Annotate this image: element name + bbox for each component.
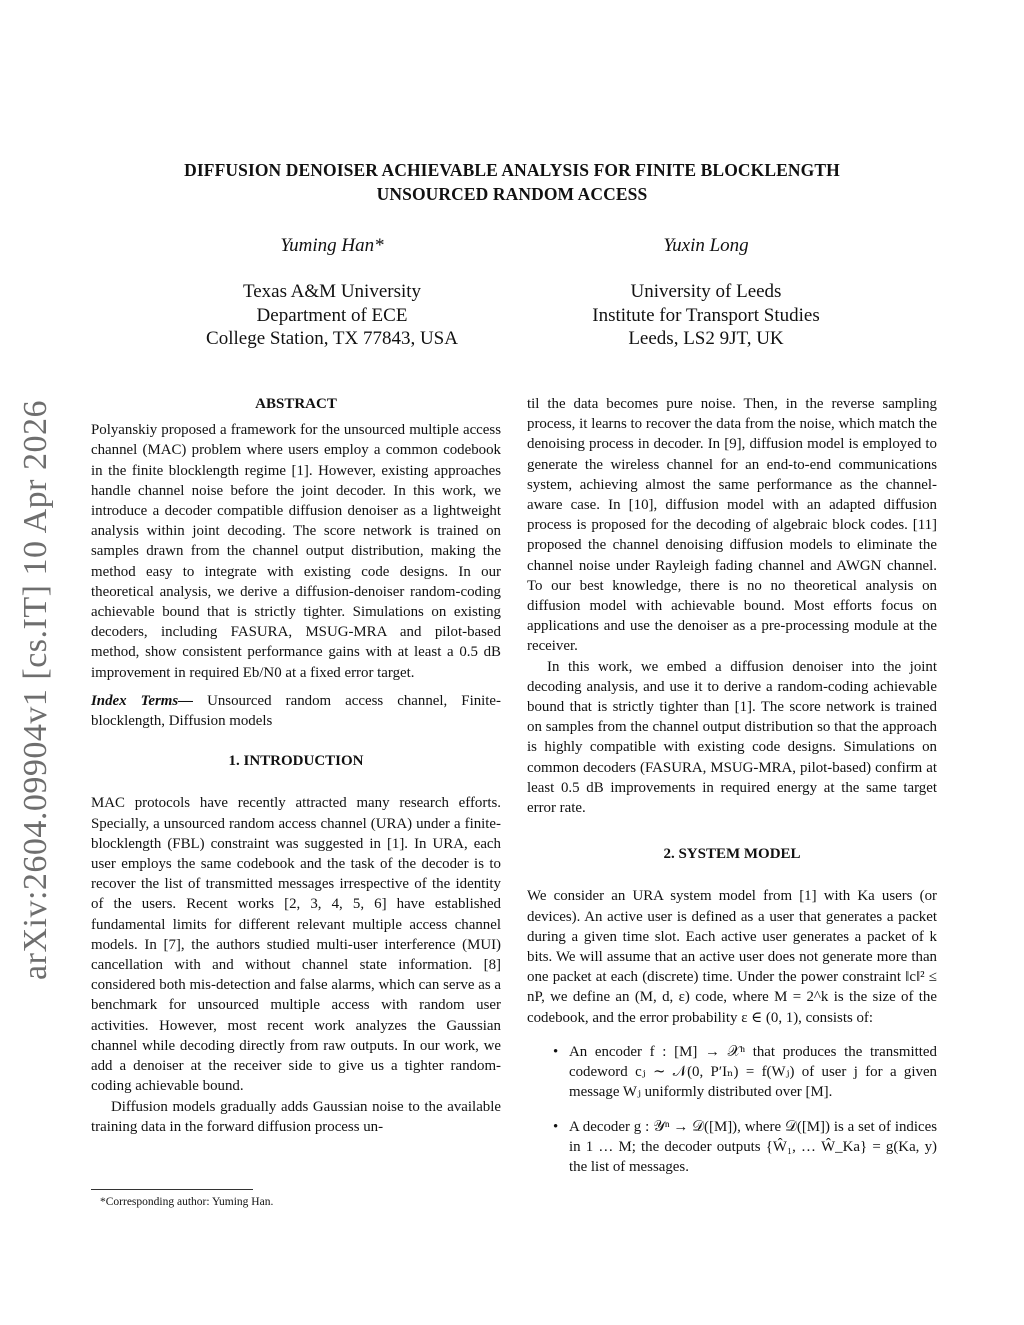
- affiliation-department: Department of ECE: [256, 304, 408, 326]
- abstract-text: Polyanskiy proposed a framework for the unsourced multiple access channel (MAC) problem where users employ a common codebook in the finite blocklength regime [1]. However, existing approaches handle channel noise before the joint decoder. In this work, we introduce a decoder compatible diffusion denoiser as a lightweight analysis within joint decoding. The score network is trained on samples drawn from the channel output distribution, making the method easy to integrate with existing code designs. In our theoretical analysis, we derive a diffusion-denoiser random-coding achievable bound that is strictly tighter. Simulations on existing decoders, including FASURA, MSUG-MRA and pilot-based method, show consistent performance gains with at least a 0.5 dB improvement in required Eb/N0 at a fixed error target.: [91, 422, 501, 681]
- arxiv-id-text: arXiv:2604.09904v1 [cs.IT] 10 Apr 2026: [17, 400, 54, 980]
- affiliation-address: Leeds, LS2 9JT, UK: [628, 328, 784, 349]
- affiliation-university: Texas A&M University: [242, 281, 422, 302]
- title-line-1: DIFFUSION DENOISER ACHIEVABLE ANALYSIS FOR FINITE BLOCKLENGTH: [184, 160, 840, 180]
- paper-title: [100, 158, 924, 206]
- title-line-2: UNSOURCED RANDOM ACCESS: [376, 184, 648, 204]
- list-item-encoder: [527, 1042, 937, 1103]
- author-affiliation-1: [182, 280, 482, 351]
- affiliation-university: University of Leeds: [630, 281, 782, 302]
- system-model-paragraph: We consider an URA system model from [1] with Ka users (or devices). An active user is defined as a user that generates a packet during a given time slot. Each active user generates a packet of k bits. We will assume that an active user does not generate more than one packet at each (discrete) time. Under the power constraint ‖c‖² ≤ nP, we define an (M, d, ε) code, where M = 2^k is the size of the codebook, and the error probability ε ∈ (0, 1), consists of:: [527, 888, 937, 1026]
- author-name-1: Yuming Han*: [280, 235, 384, 256]
- author-block-1: [182, 232, 482, 351]
- bullet-icon: •: [553, 1118, 559, 1135]
- abstract-heading: ABSTRACT: [255, 396, 337, 412]
- definition-list: [527, 1042, 937, 1177]
- author-affiliation-2: [556, 280, 856, 351]
- left-column: [91, 394, 501, 1137]
- index-terms: [91, 691, 501, 731]
- right-column: [527, 394, 937, 1191]
- introduction-paragraph-3: In this work, we embed a diffusion denoiser into the joint decoding analysis, and use it to derive a random-coding achievable bound that is strictly tighter than [1]. The score network is trained on samples from the channel output distribution so that the approach is highly compatible with existing code designs. Simulations on common decoders (FASURA, MSUG-MRA, pilot-based) confirm at least 0.5 dB improvements in required energy at the same target error rate.: [527, 658, 937, 817]
- introduction-heading: 1. INTRODUCTION: [228, 753, 364, 770]
- footnote-divider: [91, 1189, 253, 1190]
- decoder-definition: A decoder g : 𝒴ⁿ → 𝒟([M]), where 𝒟([M]) is a set of indices in 1 … M; the decoder outputs {Ŵ₁, … Ŵ_Ka} = g(Ka, y) the list of messages.: [569, 1118, 937, 1175]
- author-name-2: Yuxin Long: [663, 235, 749, 256]
- bullet-icon: •: [553, 1043, 559, 1060]
- index-terms-label: Index Terms—: [91, 692, 194, 709]
- affiliation-address: College Station, TX 77843, USA: [206, 328, 458, 349]
- arxiv-identifier: [14, 380, 58, 1000]
- footnote: *Corresponding author: Yuming Han.: [100, 1196, 274, 1208]
- introduction-paragraph-2: Diffusion models gradually adds Gaussian noise to the available training data in the forward diffusion process un-: [91, 1098, 501, 1135]
- encoder-definition: An encoder f : [M] → 𝒳ⁿ that produces the transmitted codeword cⱼ ∼ 𝒩(0, P′Iₙ) = f(Wⱼ) of user j for a given message Wⱼ uniformly distributed over [M].: [569, 1043, 937, 1101]
- author-block-2: [556, 232, 856, 351]
- introduction-paragraph-1: MAC protocols have recently attracted many research efforts. Specially, a unsourced random access channel (URA) under a finite-blocklength (FBL) constraint was suggested in [1]. In URA, each user employs the same codebook and the task of the decoder is to recover the list of transmitted messages irrespective of the identity of the users. Recent works [2, 3, 4, 5, 6] have established fundamental limits for different relevant multiple access channel models. In [7], the authors studied multi-user interference (MUI) cancellation with and without channel state information. [8] considered both mis-detection and false alarms, which can serve as a benchmark for unsourced multiple access with random user activities. However, most recent work analyzes the Gaussian channel while decoding directly from raw outputs. In our work, we add a denoiser at the receiver side to give us a tighter random-coding achievable bound.: [91, 795, 501, 1095]
- list-item-decoder: [527, 1117, 937, 1178]
- index-terms-text: Unsourced random access channel, Finite-blocklength, Diffusion models: [91, 692, 501, 730]
- system-model-heading: 2. SYSTEM MODEL: [663, 846, 801, 863]
- introduction-continued: til the data becomes pure noise. Then, in the reverse sampling process, it learns to recover the data from the noise, which match the denoising process in decoder. In [9], diffusion model is employed to generate the wireless channel for an end-to-end communications system, achieving almost the same performance as the channel-aware case. In [10], diffusion model with an adapted diffusion process is proposed for the decoding of algebraic block codes. [11] proposed the channel denoising diffusion models to eliminate the channel noise under Rayleigh fading channel and AWGN channel. To our best knowledge, there is no no theoretical analysis on diffusion model with achievable bound. Most efforts focus on applications and use the denoiser as a pre-processing module at the receiver.: [527, 396, 937, 655]
- affiliation-department: Institute for Transport Studies: [592, 304, 820, 326]
